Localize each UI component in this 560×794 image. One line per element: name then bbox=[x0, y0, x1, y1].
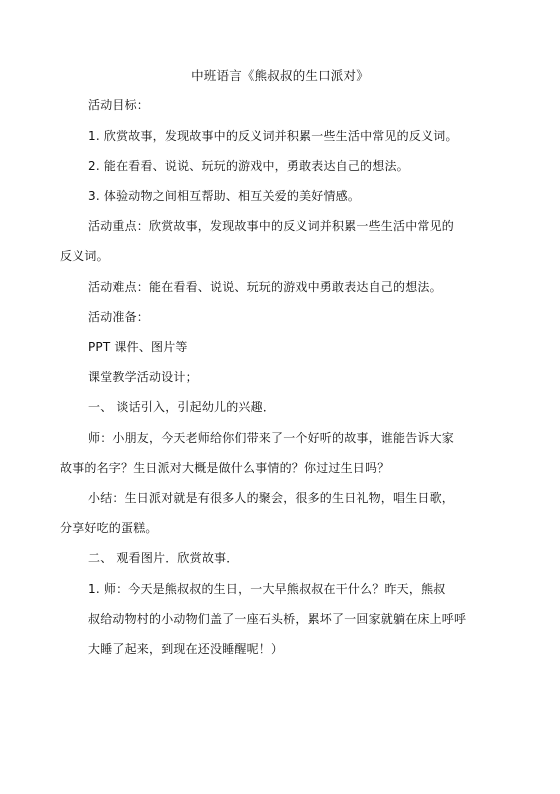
paragraph-line: 3. 体验动物之间相互帮助、相互关爱的美好情感。 bbox=[88, 189, 361, 203]
paragraph-line: 1. 欣赏故事，发现故事中的反义词并积累一些生活中常见的反义词。 bbox=[88, 129, 458, 143]
paragraph-line: 1. 师：今天是熊叔叔的生日，一大早熊叔叔在干什么？昨天，熊叔 bbox=[88, 582, 446, 596]
paragraph-line: 活动难点：能在看看、说说、玩玩的游戏中勇敢表达自己的想法。 bbox=[88, 280, 442, 294]
document-title: 中班语言《熊叔叔的生口派对》 bbox=[191, 68, 369, 83]
paragraph-line: 活动重点：欣赏故事，发现故事中的反义词并积累一些生活中常见的 bbox=[88, 219, 455, 233]
paragraph-line: 反义词。 bbox=[60, 249, 109, 263]
paragraph-line: 活动目标： bbox=[88, 98, 150, 112]
paragraph-line: 一、 谈话引入，引起幼儿的兴趣． bbox=[88, 400, 276, 414]
paragraph-line: 课堂教学活动设计； bbox=[88, 370, 198, 384]
paragraph-line: 大睡了起来，到现在还没睡醒呢！） bbox=[88, 642, 284, 656]
paragraph-line: 小结：生日派对就是有很多人的聚会，很多的生日礼物，唱生日歌， bbox=[88, 491, 455, 505]
paragraph-line: 活动准备： bbox=[88, 310, 150, 324]
paragraph-line: 分享好吃的蛋糕。 bbox=[60, 521, 158, 535]
paragraph-line: 二、 观看图片．欣赏故事． bbox=[88, 551, 239, 565]
paragraph-line: 故事的名字？生日派对大概是做什么事情的？你过过生日吗？ bbox=[60, 461, 390, 475]
paragraph-line: 叔给动物村的小动物们盖了一座石头桥，累坏了一回家就躺在床上呼呼 bbox=[88, 612, 467, 626]
paragraph-line: 2. 能在看看、说说、玩玩的游戏中，勇敢表达自己的想法。 bbox=[88, 159, 409, 173]
paragraph-line: 师：小朋友，今天老师给你们带来了一个好听的故事，谁能告诉大家 bbox=[88, 431, 455, 445]
paragraph-line: PPT 课件、图片等 bbox=[88, 340, 188, 354]
